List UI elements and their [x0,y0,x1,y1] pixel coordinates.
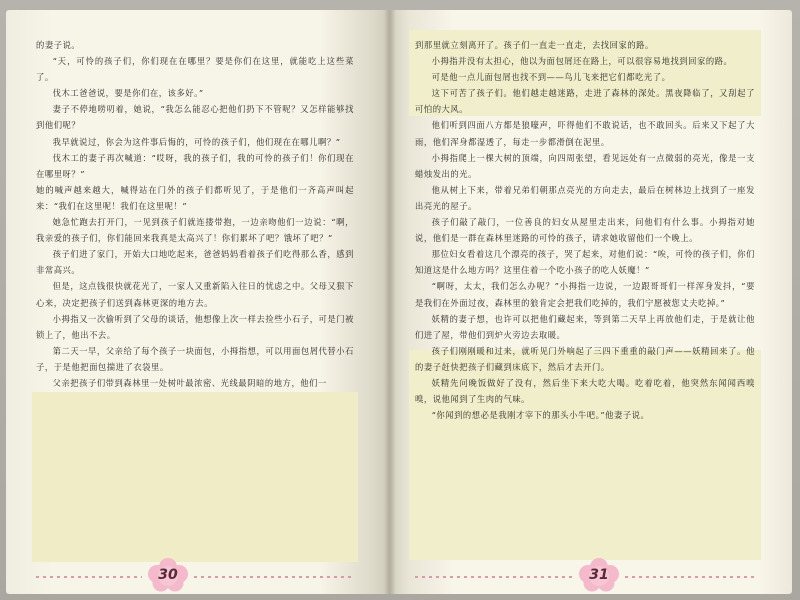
paragraph: 小拇指又一次偷听到了父母的谈话，他想像上次一样去捡些小石子，可是门被锁上了，他出不去。 [36,313,354,340]
footer-dots [36,576,142,578]
right-page-text [415,37,755,423]
paragraph: 孩子们刚刚暖和过来，就听见门外响起了三四下重重的敲门声——妖精回来了。他的妻子赶快把孩子们藏到床底下，然后才去开门。 [415,345,755,372]
page-number-badge [146,558,190,592]
footer-dots [194,576,354,578]
paragraph: 她的喊声越来越大，喊得站在门外的孩子们都听见了，于是他们一齐高声叫起来：“我们在这里呢！我们在这里呢！” [36,184,354,211]
highlight-band-left [32,392,358,562]
paragraph: “你闻到的想必是我刚才宰下的那头小牛吧。”他妻子说。 [431,410,650,421]
page-number: 31 [589,567,609,583]
paragraph: 小拇指并没有太担心，他以为面包屑还在路上，可以很容易地找到回家的路。 [431,56,733,67]
book-gutter [384,10,396,594]
left-page [6,10,389,594]
paragraph: 伐木工的妻子再次喊道：“哎呀，我的孩子们，我的可怜的孩子们！你们现在在哪里呀？” [36,152,354,179]
paragraph: 孩子们敲了敲门，一位善良的妇女从屋里走出来，问他们有什么事。小拇指对她说，他们是一群在森林里迷路的可怜的孩子，请求她收留他们一个晚上。 [415,217,755,244]
paragraph: 妖精先问晚饭做好了没有，然后坐下来大吃大喝。吃着吃着，他突然东闻闻西嗅嗅，说他闻到了生肉的气味。 [415,377,755,405]
paragraph: 小拇指爬上一棵大树的顶端，向四周张望，看见远处有一点微弱的亮光，像是一支蜡烛发出的光。 [415,152,755,179]
paragraph: 妻子不停地唠叨着，她说，“我怎么能忍心把他们扔下不管呢？又怎样能够找到他们呢？ [36,104,354,131]
paragraph: “啊呀，太太，我们怎么办呢？”小拇指一边说，一边跟哥哥们一样浑身发抖，“要是我们在外面过夜，森林里的狼肯定会把我们吃掉的，我们宁愿被您丈夫吃掉。” [415,281,755,308]
paragraph: 妖精的妻子想，也许可以把他们藏起来，等到第二天早上再放他们走，于是就让他们进了屋，带他们到炉火旁边去取暖。 [415,313,755,340]
left-page-text [36,37,354,391]
right-page [389,10,792,594]
footer-dots [625,576,755,578]
paragraph: 这下可苦了孩子们。他们越走越迷路，走进了森林的深处。黑夜降临了，又刮起了可怕的大风。 [415,88,755,115]
paragraph: 到那里就立刻离开了。孩子们一直走一直走，去找回家的路。 [415,40,654,50]
paragraph: 我早就说过，你会为这件事后悔的，可怜的孩子们，他们现在在哪儿啊？” [52,136,341,147]
paragraph: 她急忙跑去打开门，一见到孩子们就连搂带抱，一边亲吻他们一边说：“啊，我亲爱的孩子们，你们能回来我真是太高兴了！你们累坏了吧？饿坏了吧？” [36,217,354,244]
paragraph: 他们听到四面八方都是狼嚎声，吓得他们不敢说话，也不敢回头。后来又下起了大雨，他们浑身都湿透了，每走一步都滑倒在泥里。 [415,120,755,147]
page-number-badge [577,558,621,592]
paragraph: 父亲把孩子们带到森林里一处树叶最浓密、光线最阴暗的地方，他们一 [52,377,327,388]
open-book [6,10,792,596]
paragraph: 他从树上下来，带着兄弟们朝那点亮光的方向走去，最后在树林边上找到了一座发出亮光的屋子。 [415,184,755,211]
page-number: 30 [158,567,178,583]
footer-dots [415,576,573,578]
paragraph: 第二天一早，父亲给了每个孩子一块面包，小拇指想，可以用面包屑代替小石子，于是他把面包揣进了衣袋里。 [36,345,354,372]
paragraph: 可是他一点儿面包屑也找不到——鸟儿飞来把它们都吃光了。 [431,72,671,83]
paragraph: “天，可怜的孩子们，你们现在在哪里？要是你们在这里，就能吃上这些菜了。 [36,56,354,83]
paragraph: 孩子们进了家门，开始大口地吃起来，爸爸妈妈看着孩子们吃得那么香，感到非常高兴。 [36,249,354,276]
paragraph: 伐木工爸爸说，要是你们在，该多好。” [52,88,204,99]
paragraph: 的妻子说。 [36,40,81,50]
paragraph: 但是，这点钱很快就花光了，一家人又重新陷入往日的忧虑之中。父母又狠下心来，决定把孩子们送到森林更深的地方去。 [36,281,354,308]
paragraph: 那位妇女看着这几个漂亮的孩子，哭了起来，对他们说：“唉，可怜的孩子们，你们知道这是什么地方吗？这里住着一个吃小孩子的吃人妖魔！” [415,249,755,276]
